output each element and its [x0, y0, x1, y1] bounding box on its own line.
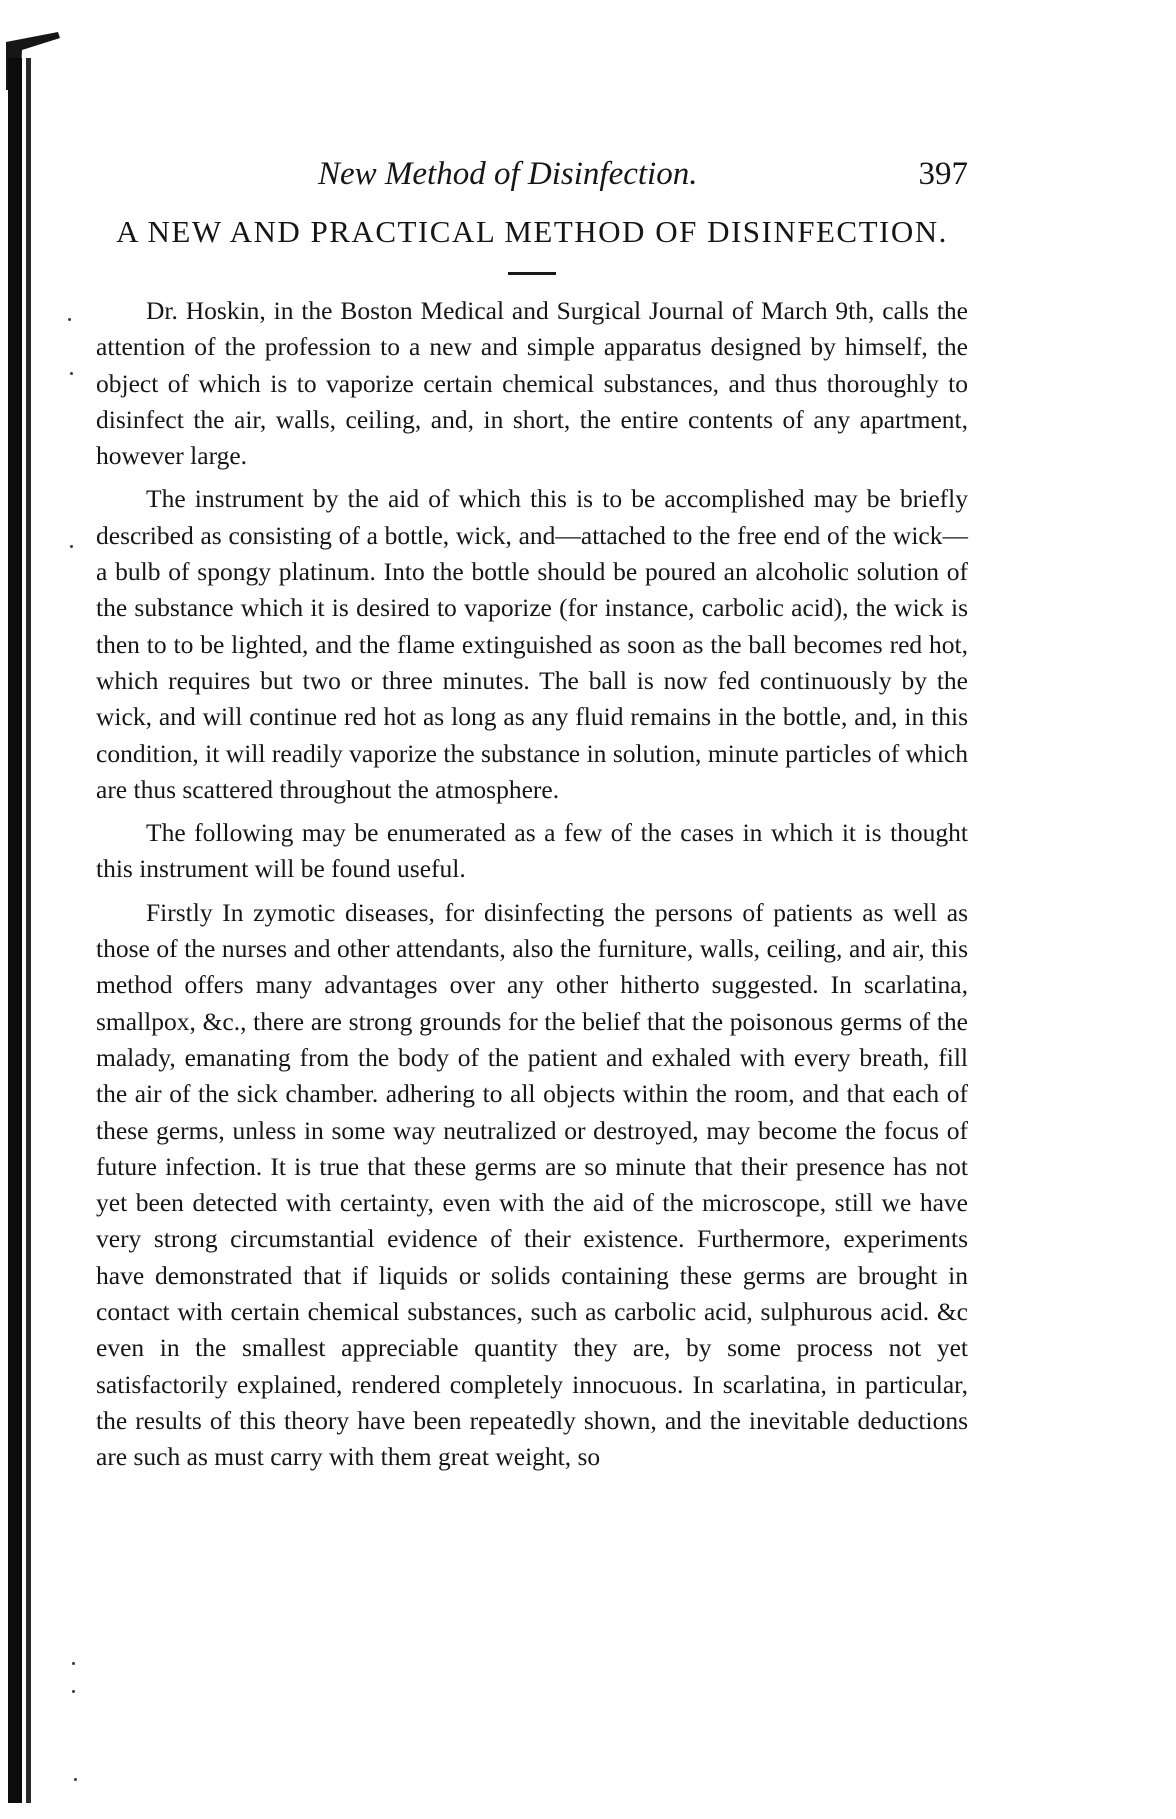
article-title: A NEW AND PRACTICAL METHOD OF DISINFECTION. — [116, 214, 948, 249]
binding-shadow-inner — [26, 58, 31, 1803]
binding-shadow — [8, 58, 22, 1803]
running-head — [96, 150, 968, 198]
dust-speck — [70, 545, 73, 548]
page-number: 397 — [918, 156, 968, 192]
dust-speck — [74, 1778, 77, 1781]
article-body — [96, 293, 968, 1476]
dust-speck — [70, 372, 73, 375]
page-content — [96, 150, 968, 1483]
paragraph: The following may be enumerated as a few of the cases in which it is thought this instrument will be found useful. — [96, 818, 968, 884]
dust-speck — [68, 318, 71, 321]
page-binding-edge — [0, 0, 110, 1819]
dust-speck — [72, 1662, 75, 1665]
running-head-title: New Method of Disinfection. — [318, 156, 698, 192]
paragraph: The instrument by the aid of which this is to be accomplished may be briefly described as consisting of a bottle, wick, and—attached to the free end of the wick—a bulb of spongy platinum. Into the bottle should be poured an alcoholic solution of the substance which it is desired to vaporize (for instance, carbolic acid), the wick is then to to be lighted, and the flame extinguished as soon as the ball becomes red hot, which requires but two or three minutes. The ball is now fed continuously by the wick, and will continue red hot as long as any fluid remains in the bottle, and, in this condition, it will readily vaporize the substance in solution, minute particles of which are thus scattered throughout the atmosphere. — [96, 484, 968, 804]
title-rule — [508, 272, 556, 275]
paragraph: Dr. Hoskin, in the Boston Medical and Surgical Journal of March 9th, calls the attention of the profession to a new and simple apparatus designed by himself, the object of which is to vaporize certain chemical substances, and thus thoroughly to disinfect the air, walls, ceiling, and, in short, the entire contents of any apartment, however large. — [96, 296, 968, 471]
dust-speck — [72, 1690, 75, 1693]
paragraph: Firstly In zymotic diseases, for disinfecting the persons of patients as well as those of the nurses and other attendants, also the furniture, walls, ceiling, and air, this method offers many advantages over any other hitherto suggested. In scarlatina, smallpox, &c., there are strong grounds for the belief that the poisonous germs of the malady, emanating from the body of the patient and exhaled with every breath, fill the air of the sick chamber. adhering to all objects within the room, and that each of these germs, unless in some way neutralized or destroyed, may become the focus of future infection. It is true that these germs are so minute that their presence has not yet been detected with certainty, even with the aid of the microscope, still we have very strong circumstantial evidence of their existence. Furthermore, experiments have demonstrated that if liquids or solids containing these germs are brought in contact with certain chemical substances, such as carbolic acid, sulphurous acid. &c even in the smallest appreciable quantity they are, by some process not yet satisfactorily explained, rendered completely innocuous. In scarlatina, in particular, the results of this theory have been repeatedly shown, and the inevitable deductions are such as must carry with them great weight, so — [96, 897, 968, 1472]
